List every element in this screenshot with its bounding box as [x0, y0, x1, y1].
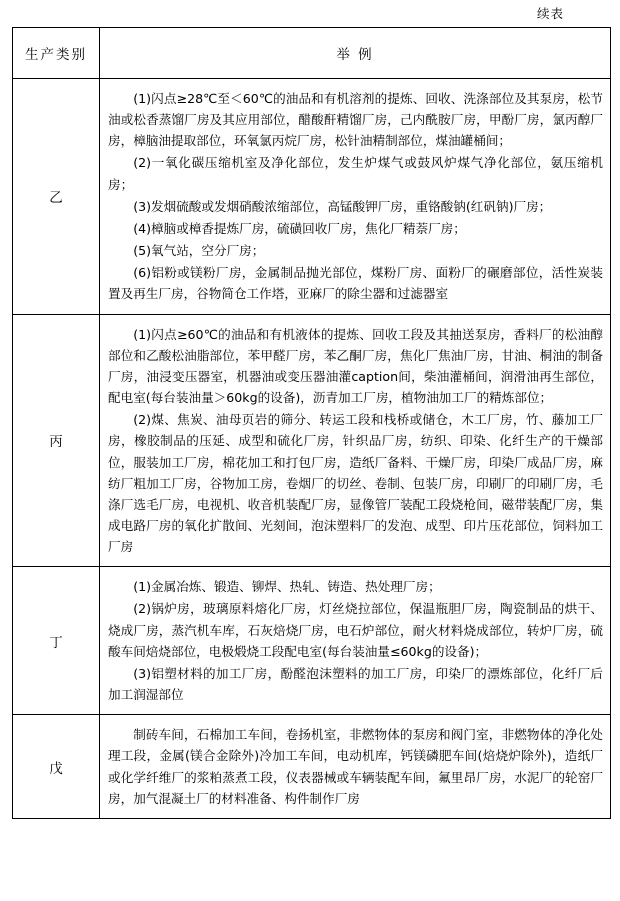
- example-item: (2)一氧化碳压缩机室及净化部位，发生炉煤气或鼓风炉煤气净化部位，氨压缩机房；: [108, 155, 603, 192]
- example-item: (4)樟脑或樟香提炼厂房，硫磺回收厂房，焦化厂精萘厂房；: [133, 220, 466, 236]
- table-body: [13, 79, 611, 819]
- table-header: [13, 28, 611, 79]
- table-row: [13, 567, 611, 715]
- production-category-table: [12, 27, 611, 819]
- example-item: (3)发烟硫酸或发烟硝酸浓缩部位，高锰酸钾厂房，重铬酸钠(红矾钠)厂房；: [133, 198, 552, 214]
- table-row: [13, 715, 611, 819]
- example-item: (3)铝塑材料的加工厂房，酚醛泡沫塑料的加工厂房，印染厂的漂炼部位，化纤厂后加工润湿部位: [108, 665, 603, 703]
- table-row: [13, 79, 611, 315]
- example-item: (5)氧气站，空分厂房；: [133, 243, 265, 259]
- table-header-row: [13, 28, 611, 79]
- example-item: (1)闪点≥60℃的油品和有机液体的提炼、回收工段及其抽送泵房，香料厂的松油醇部位和乙酸松油脂部位，苯甲醛厂房，苯乙酮厂房，焦化厂焦油厂房，甘油、桐油的制备厂房，油浸变压器室，机器油或变压器油灌caption间，柴油灌桶间，润滑油再生部位，配电室(每台装油量＞60kg的设备)，沥青加工厂房，植物油加工厂的精炼部位；: [108, 326, 603, 406]
- column-header-examples: 举 例: [100, 28, 611, 79]
- category-cell: 丁: [13, 567, 100, 715]
- category-cell: 戊: [13, 715, 100, 819]
- column-header-category: 生产类别: [13, 28, 100, 79]
- example-item: (6)铝粉或镁粉厂房，金属制品抛光部位，煤粉厂房、面粉厂的碾磨部位，活性炭装置及再生厂房，谷物简仓工作塔，亚麻厂的除尘器和过滤器室: [108, 265, 603, 302]
- examples-cell: [100, 79, 611, 315]
- category-cell: 丙: [13, 314, 100, 567]
- example-item: (1)闪点≥28℃至＜60℃的油品和有机溶剂的提炼、回收、洗涤部位及其泵房，松节油或松香蒸馏厂房及其应用部位，醋酸酐精馏厂房，己内酰胺厂房，甲酚厂房，氯丙醇厂房，樟脑油提取部位，环氧氯丙烷厂房，松针油精制部位，煤油罐桶间；: [108, 91, 603, 149]
- examples-cell: [100, 314, 611, 567]
- example-item: (2)煤、焦炭、油母页岩的筛分、转运工段和栈桥或储仓，木工厂房，竹、藤加工厂房，橡胶制品的压延、成型和硫化厂房，针织品厂房，纺织、印染、化纤生产的干燥部位，服装加工厂房，棉花加工和打包厂房，造纸厂备料、干燥厂房，印染厂成品厂房，麻纺厂粗加工厂房，谷物加工房，卷烟厂的切丝、卷制、包装厂房，印刷厂的印刷厂房，毛涤厂选毛厂房，电视机、收音机装配厂房，显像管厂装配工段烧枪间，磁带装配厂房，集成电路厂房的氧化扩散间、光刻间，泡沫塑料厂的发泡、成型、印片压花部位，饲料加工厂房: [108, 412, 603, 555]
- table-row: [13, 314, 611, 567]
- example-item: 制砖车间，石棉加工车间，卷扬机室，非燃物体的泵房和阀门室，非燃物体的净化处理工段，金属(镁合金除外)冷加工车间，电动机库，钙镁磷肥车间(焙烧炉除外)，造纸厂或化学纤维厂的浆粕蒸煮工段，仪表器械或车辆装配车间，氟里昂厂房，水泥厂的轮窑厂房，加气混凝土厂的材料准备、构件制作厂房: [108, 727, 603, 806]
- examples-cell: [100, 567, 611, 715]
- examples-cell: [100, 715, 611, 819]
- example-item: (1)金属冶炼、锻造、铆焊、热轧、铸造、热处理厂房；: [133, 579, 441, 595]
- example-item: (2)锅炉房，玻璃原料熔化厂房，灯丝烧拉部位，保温瓶胆厂房，陶瓷制品的烘干、烧成厂房，蒸汽机车库，石灰焙烧厂房，电石炉部位，耐火材料烧成部位，转炉厂房，硫酸车间焙烧部位，电极煅烧工段配电室(每台装油量≤60kg的设备)；: [108, 601, 603, 659]
- continuation-note: 续表: [536, 6, 564, 21]
- category-cell: 乙: [13, 79, 100, 315]
